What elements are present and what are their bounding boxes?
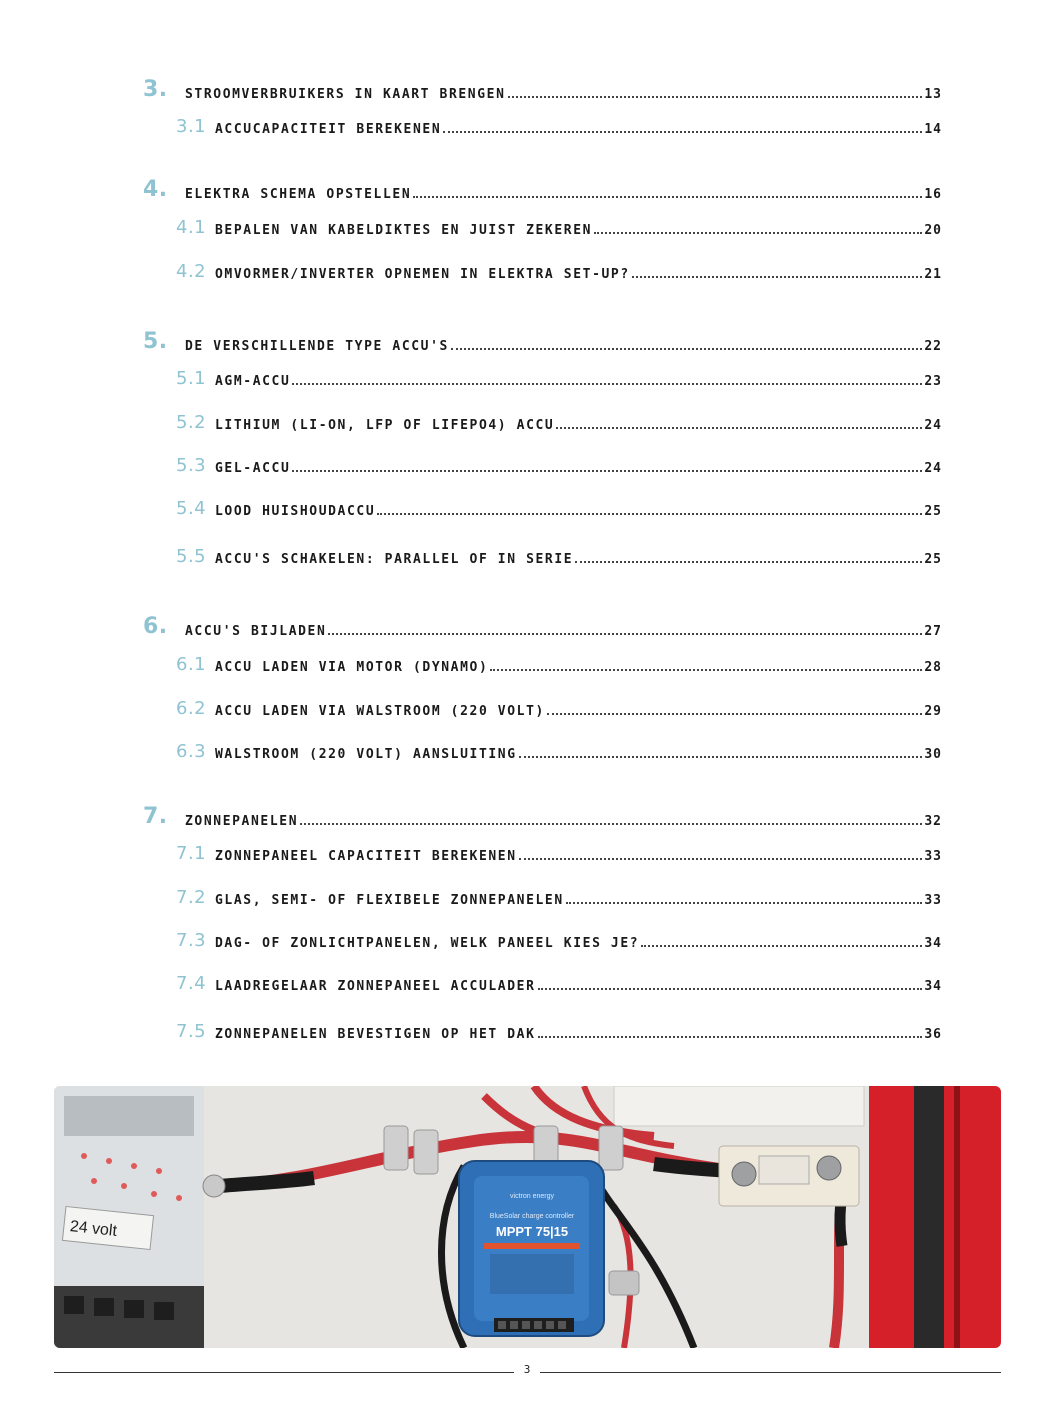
fuse-holder bbox=[719, 1146, 859, 1206]
toc-line bbox=[215, 418, 942, 433]
toc-number: 5.1 bbox=[176, 368, 207, 389]
dot-leader bbox=[328, 633, 922, 635]
toc-line bbox=[185, 87, 942, 102]
toc-page-number: 16 bbox=[924, 187, 942, 202]
charge-controller bbox=[459, 1161, 604, 1336]
toc-line bbox=[215, 660, 942, 675]
toc-page-number: 22 bbox=[924, 339, 942, 354]
toc-line bbox=[215, 704, 942, 719]
toc-title: LITHIUM (LI-ON, LFP OF LIFEPO4) ACCU bbox=[215, 418, 555, 433]
toc-page-number: 24 bbox=[924, 418, 942, 433]
toc-title: LOOD HUISHOUDACCU bbox=[215, 504, 376, 519]
dot-leader bbox=[508, 96, 923, 98]
dot-leader bbox=[300, 823, 922, 825]
toc-page-number: 25 bbox=[924, 504, 942, 519]
dot-leader bbox=[632, 276, 923, 278]
dot-leader bbox=[556, 427, 922, 429]
toc-title: ACCUCAPACITEIT BEREKENEN bbox=[215, 122, 442, 137]
svg-text:victron energy: victron energy bbox=[510, 1193, 554, 1200]
dot-leader bbox=[538, 1036, 923, 1038]
toc-title: GLAS, SEMI- OF FLEXIBELE ZONNEPANELEN bbox=[215, 893, 564, 908]
toc-title: ACCU LADEN VIA MOTOR (DYNAMO) bbox=[215, 660, 489, 675]
toc-number: 3.1 bbox=[176, 116, 207, 137]
toc-line bbox=[215, 374, 942, 389]
toc-subsection[interactable] bbox=[0, 927, 1054, 957]
toc-number: 5.4 bbox=[176, 498, 207, 519]
toc-number: 6.2 bbox=[176, 698, 207, 719]
dot-leader bbox=[538, 988, 923, 990]
toc-chapter[interactable] bbox=[0, 78, 1054, 108]
dot-leader bbox=[519, 858, 923, 860]
dot-leader bbox=[443, 131, 922, 133]
toc-page-number: 24 bbox=[924, 461, 942, 476]
toc-page-number: 33 bbox=[924, 893, 942, 908]
dot-leader bbox=[519, 756, 923, 758]
toc-number: 7.1 bbox=[176, 843, 207, 864]
controller-subtitle: BlueSolar charge controller bbox=[489, 1213, 575, 1220]
dot-leader bbox=[566, 902, 923, 904]
toc-number: 7.4 bbox=[176, 973, 207, 994]
footer-rule-left bbox=[54, 1372, 514, 1373]
dot-leader bbox=[292, 383, 922, 385]
toc-line bbox=[215, 552, 942, 567]
toc-page-number: 21 bbox=[924, 267, 942, 282]
toc-title: ZONNEPANELEN BEVESTIGEN OP HET DAK bbox=[215, 1027, 536, 1042]
toc-line bbox=[215, 979, 942, 994]
toc-subsection[interactable] bbox=[0, 884, 1054, 914]
toc-page-number: 23 bbox=[924, 374, 942, 389]
toc-title: ACCU'S BIJLADEN bbox=[185, 624, 327, 639]
toc-subsection[interactable] bbox=[0, 1018, 1054, 1048]
toc-subsection[interactable] bbox=[0, 214, 1054, 244]
toc-title: ACCU'S SCHAKELEN: PARALLEL OF IN SERIE bbox=[215, 552, 574, 567]
toc-line bbox=[185, 187, 942, 202]
toc-number: 5.3 bbox=[176, 455, 207, 476]
toc-number: 6.1 bbox=[176, 654, 207, 675]
toc-page-number: 20 bbox=[924, 223, 942, 238]
toc-chapter[interactable] bbox=[0, 615, 1054, 645]
toc-page-number: 34 bbox=[924, 979, 942, 994]
toc-subsection[interactable] bbox=[0, 695, 1054, 725]
toc-title: ZONNEPANELEN bbox=[185, 814, 299, 829]
fuse-box bbox=[54, 1086, 204, 1348]
toc-chapter[interactable] bbox=[0, 805, 1054, 835]
toc-title: ACCU LADEN VIA WALSTROOM (220 VOLT) bbox=[215, 704, 545, 719]
toc-subsection[interactable] bbox=[0, 543, 1054, 573]
dot-leader bbox=[413, 196, 922, 198]
toc-line bbox=[215, 267, 942, 282]
toc-title: ELEKTRA SCHEMA OPSTELLEN bbox=[185, 187, 412, 202]
toc-subsection[interactable] bbox=[0, 409, 1054, 439]
toc-number: 7.3 bbox=[176, 930, 207, 951]
toc-page-number: 27 bbox=[924, 624, 942, 639]
toc-page-number: 29 bbox=[924, 704, 942, 719]
dot-leader bbox=[641, 945, 922, 947]
toc-chapter[interactable] bbox=[0, 178, 1054, 208]
toc-number: 3. bbox=[143, 77, 168, 102]
fuse-box-label: 24 volt bbox=[69, 1218, 118, 1240]
toc-page-number: 36 bbox=[924, 1027, 942, 1042]
toc-subsection[interactable] bbox=[0, 452, 1054, 482]
dot-leader bbox=[594, 232, 922, 234]
toc-number: 4.1 bbox=[176, 217, 207, 238]
toc-title: OMVORMER/INVERTER OPNEMEN IN ELEKTRA SET-UP? bbox=[215, 267, 630, 282]
toc-number: 5. bbox=[143, 329, 168, 354]
toc-page-number: 34 bbox=[924, 936, 942, 951]
toc-title: GEL-ACCU bbox=[215, 461, 291, 476]
toc-title: DE VERSCHILLENDE TYPE ACCU'S bbox=[185, 339, 449, 354]
toc-title: BEPALEN VAN KABELDIKTES EN JUIST ZEKEREN bbox=[215, 223, 593, 238]
wiring-illustration bbox=[54, 1086, 1001, 1348]
toc-number: 7.2 bbox=[176, 887, 207, 908]
toc-line bbox=[215, 504, 942, 519]
toc-title: STROOMVERBRUIKERS IN KAART BRENGEN bbox=[185, 87, 506, 102]
dot-leader bbox=[490, 669, 922, 671]
toc-page-number: 32 bbox=[924, 814, 942, 829]
toc-number: 4.2 bbox=[176, 261, 207, 282]
toc-number: 4. bbox=[143, 177, 168, 202]
dot-leader bbox=[292, 470, 922, 472]
toc-title: ZONNEPANEEL CAPACITEIT BEREKENEN bbox=[215, 849, 517, 864]
toc-line bbox=[185, 814, 942, 829]
toc-page-number: 25 bbox=[924, 552, 942, 567]
toc-line bbox=[215, 122, 942, 137]
toc-line bbox=[215, 849, 942, 864]
dot-leader bbox=[575, 561, 922, 563]
toc-chapter[interactable] bbox=[0, 330, 1054, 360]
toc-subsection[interactable] bbox=[0, 495, 1054, 525]
dot-leader bbox=[451, 348, 922, 350]
toc-title: AGM-ACCU bbox=[215, 374, 291, 389]
wiring-photo bbox=[54, 1086, 1001, 1348]
toc-line bbox=[215, 747, 942, 762]
toc-subsection[interactable] bbox=[0, 113, 1054, 143]
toc-subsection[interactable] bbox=[0, 840, 1054, 870]
toc-title: DAG- OF ZONLICHTPANELEN, WELK PANEEL KIES JE? bbox=[215, 936, 640, 951]
toc-number: 6.3 bbox=[176, 741, 207, 762]
toc-subsection[interactable] bbox=[0, 738, 1054, 768]
dot-leader bbox=[547, 713, 922, 715]
toc-number: 7. bbox=[143, 804, 168, 829]
toc-line bbox=[215, 1027, 942, 1042]
toc-line bbox=[215, 893, 942, 908]
toc-number: 7.5 bbox=[176, 1021, 207, 1042]
toc-page-number: 14 bbox=[924, 122, 942, 137]
toc-line bbox=[185, 624, 942, 639]
controller-label: MPPT 75|15 bbox=[495, 1224, 569, 1239]
toc-subsection[interactable] bbox=[0, 651, 1054, 681]
toc-page-number: 33 bbox=[924, 849, 942, 864]
toc-page-number: 28 bbox=[924, 660, 942, 675]
toc-page-number: 13 bbox=[924, 87, 942, 102]
toc-subsection[interactable] bbox=[0, 970, 1054, 1000]
toc-line bbox=[215, 461, 942, 476]
toc-number: 5.5 bbox=[176, 546, 207, 567]
toc-title: WALSTROOM (220 VOLT) AANSLUITING bbox=[215, 747, 517, 762]
dot-leader bbox=[377, 513, 922, 515]
page-number: 3 bbox=[523, 1363, 531, 1376]
toc-subsection[interactable] bbox=[0, 365, 1054, 395]
toc-subsection[interactable] bbox=[0, 258, 1054, 288]
toc-line bbox=[185, 339, 942, 354]
toc-number: 5.2 bbox=[176, 412, 207, 433]
toc-number: 6. bbox=[143, 614, 168, 639]
toc-line bbox=[215, 936, 942, 951]
toc-line bbox=[215, 223, 942, 238]
toc-title: LAADREGELAAR ZONNEPANEEL ACCULADER bbox=[215, 979, 536, 994]
toc-page-number: 30 bbox=[924, 747, 942, 762]
footer-rule-right bbox=[540, 1372, 1001, 1373]
